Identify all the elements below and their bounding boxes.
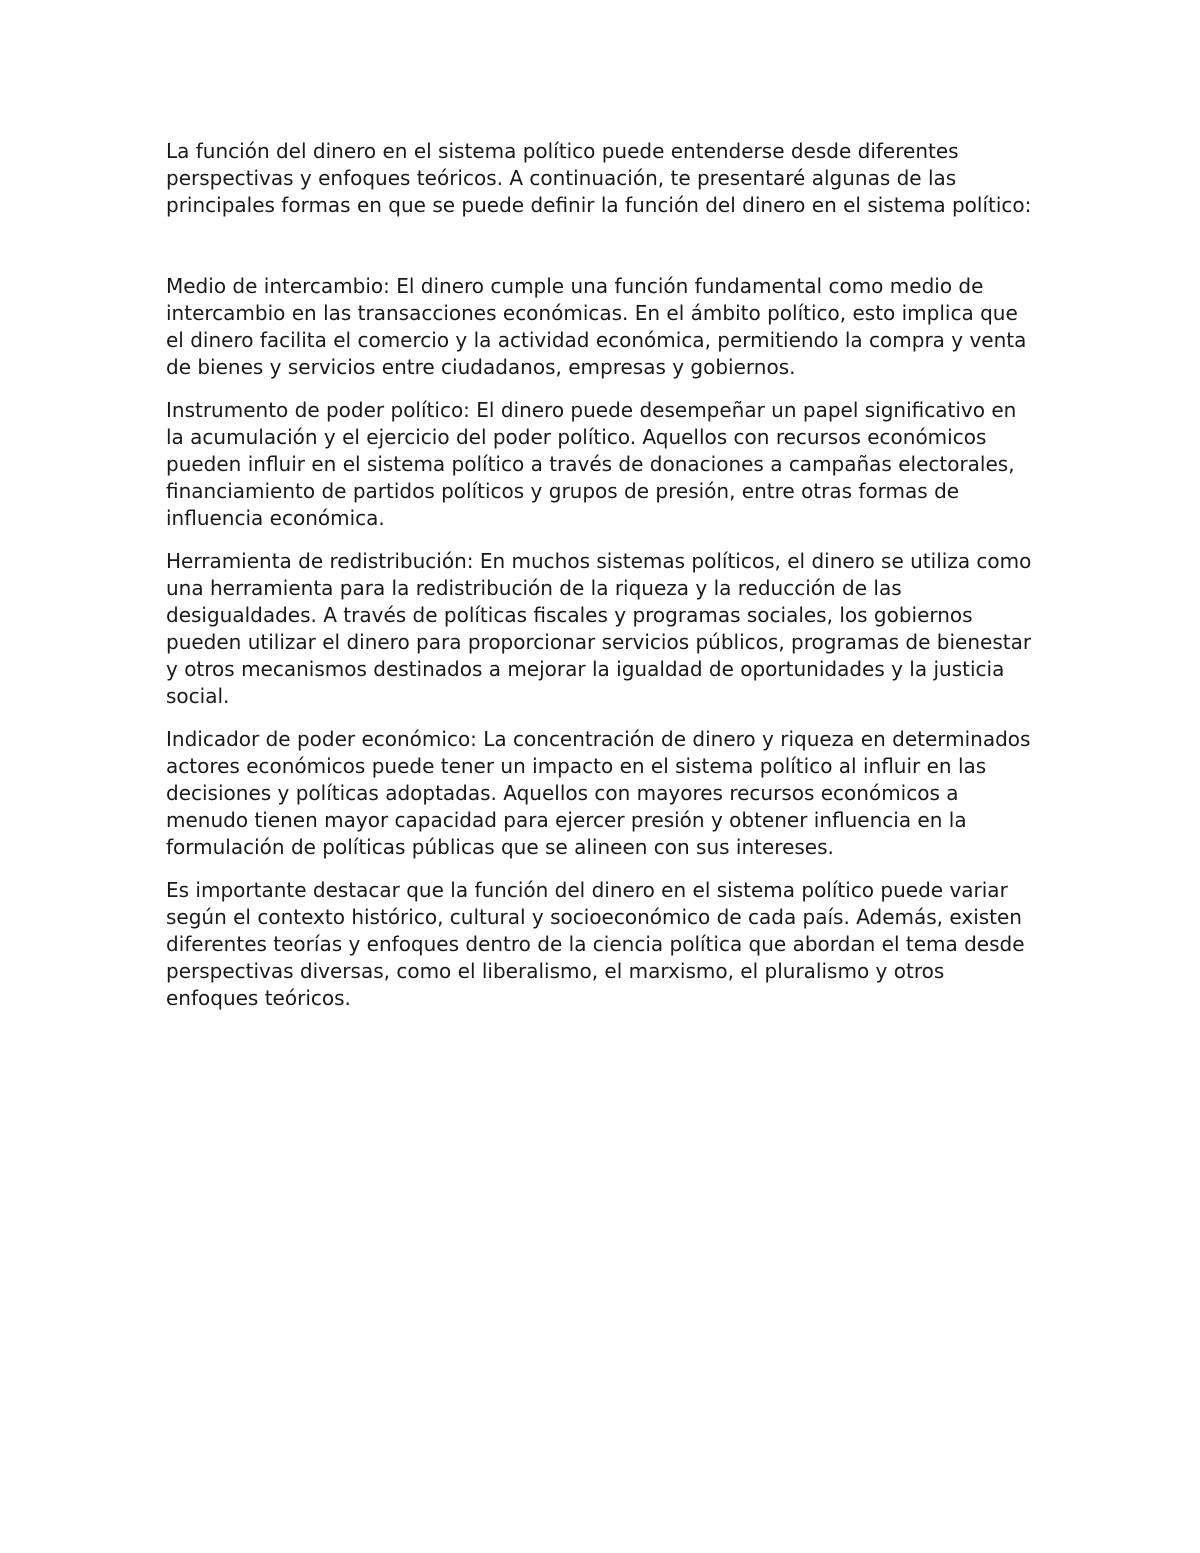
intro-paragraph: La función del dinero en el sistema político puede entenderse desde diferentes perspectivas y enfoques teóricos. A continuación, te presentaré algunas de las principales formas en que se puede definir la función del dinero en el sistema político: (166, 139, 1032, 217)
paragraph-conclusion: Es importante destacar que la función del dinero en el sistema político puede variar según el contexto histórico, cultural y socioeconómico de cada país. Además, existen diferentes teorías y enfoques dentro de la ciencia política que abordan el tema desde perspectivas diversas, como el liberalismo, el marxismo, el pluralismo y otros enfoques teóricos. (166, 878, 1025, 1010)
paragraph-medio-de-intercambio: Medio de intercambio: El dinero cumple una función fundamental como medio de intercambio en las transacciones económicas. En el ámbito político, esto implica que el dinero facilita el comercio y la actividad económica, permitiendo la compra y venta de bienes y servicios entre ciudadanos, empresas y gobiernos. (166, 274, 1027, 379)
paragraph-herramienta-de-redistribucion: Herramienta de redistribución: En muchos sistemas políticos, el dinero se utiliza como una herramienta para la redistribución de la riqueza y la reducción de las desigualdades. A través de políticas fiscales y programas sociales, los gobiernos pueden utilizar el dinero para proporcionar servicios públicos, programas de bienestar y otros mecanismos destinados a mejorar la igualdad de oportunidades y la justicia social. (166, 549, 1032, 708)
paragraph-instrumento-de-poder: Instrumento de poder político: El dinero puede desempeñar un papel significativo en la acumulación y el ejercicio del poder político. Aquellos con recursos económicos pueden influir en el sistema político a través de donaciones a campañas electorales, financiamiento de partidos políticos y grupos de presión, entre otras formas de influencia económica. (166, 398, 1017, 530)
document-body (166, 138, 1032, 1028)
paragraph-indicador-de-poder: Indicador de poder económico: La concentración de dinero y riqueza en determinados actores económicos puede tener un impacto en el sistema político al influir en las decisiones y políticas adoptadas. Aquellos con mayores recursos económicos a menudo tienen mayor capacidad para ejercer presión y obtener influencia en la formulación de políticas públicas que se alineen con sus intereses. (166, 727, 1031, 859)
